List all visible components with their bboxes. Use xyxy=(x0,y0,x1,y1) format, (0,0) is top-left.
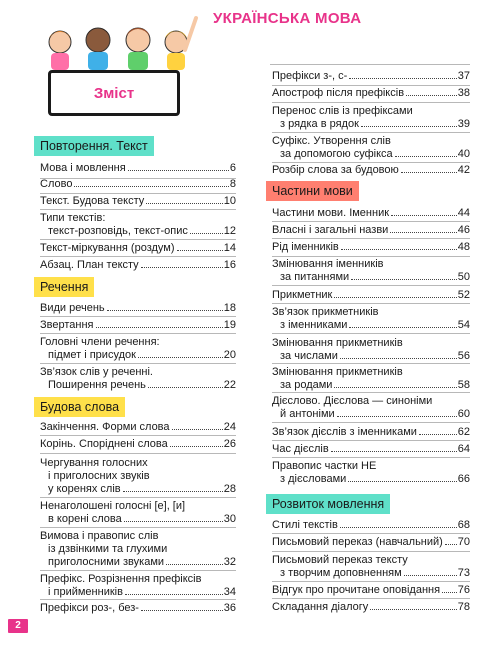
child-1 xyxy=(49,31,71,70)
toc-entry[interactable]: Стилі текстів 68 xyxy=(272,519,470,531)
toc-entry[interactable]: Складання діалогу 78 xyxy=(272,601,470,613)
toc-entry[interactable]: Розбір слова за будовою 42 xyxy=(272,164,470,176)
section-heading-word-structure: Будова слова xyxy=(34,397,125,417)
toc-entry[interactable]: Час дієслів 64 xyxy=(272,443,470,455)
toc-entry[interactable]: Змінювання прикметників за числами 56 xyxy=(272,337,470,362)
toc-entry[interactable]: Частини мови. Іменник 44 xyxy=(272,207,470,219)
child-2 xyxy=(86,28,110,70)
contents-title: Зміст xyxy=(93,84,135,102)
toc-entry[interactable]: Суфікс. Утворення слів за допомогою суфікса 40 xyxy=(272,135,470,160)
contents-banner xyxy=(48,70,180,116)
toc-entry[interactable]: Текст. Будова тексту 10 xyxy=(40,195,236,207)
toc-entry[interactable]: Звертання 19 xyxy=(40,319,236,331)
toc-entry[interactable]: Корінь. Споріднені слова 26 xyxy=(40,438,236,450)
page-number: 2 xyxy=(8,619,28,633)
toc-entry[interactable]: Текст-міркування (роздум) 14 xyxy=(40,242,236,254)
toc-entry[interactable]: Письмовий переказ (навчальний) 70 xyxy=(272,536,470,548)
toc-entry[interactable]: Головні члени речення: підмет і присудок 20 xyxy=(40,336,236,361)
toc-entry[interactable]: Зв’язок прикметників з іменниками 54 xyxy=(272,306,470,331)
toc-entry[interactable]: Чергування голосних і приголосних звуків у коренях слів 28 xyxy=(40,457,236,495)
toc-entry[interactable]: Змінювання іменників за питаннями 50 xyxy=(272,258,470,283)
toc-entry[interactable]: Види речень 18 xyxy=(40,302,236,314)
toc-entry[interactable]: Ненаголошені голосні [е], [и] в корені слова 30 xyxy=(40,500,236,525)
toc-entry[interactable]: Префікси з-, с- 37 xyxy=(272,70,470,82)
toc-entry[interactable]: Мова і мовлення 6 xyxy=(40,162,236,174)
toc-entry[interactable]: Зв’язок слів у реченні. Поширення речень 22 xyxy=(40,366,236,391)
toc-entry[interactable]: Змінювання прикметників за родами 58 xyxy=(272,366,470,391)
section-heading-sentence: Речення xyxy=(34,277,94,297)
toc-entry[interactable]: Слово 8 xyxy=(40,178,236,190)
toc-entry[interactable]: Абзац. План тексту 16 xyxy=(40,259,236,271)
toc-entry[interactable]: Відгук про прочитане оповідання 76 xyxy=(272,584,470,596)
toc-entry[interactable]: Типи текстів: текст-розповідь, текст-опис 12 xyxy=(40,212,236,237)
toc-entry[interactable]: Перенос слів із префіксами з рядка в рядок 39 xyxy=(272,105,470,130)
toc-entry[interactable]: Власні і загальні назви 46 xyxy=(272,224,470,236)
subject-title: УКРАЇНСЬКА МОВА xyxy=(213,10,362,27)
toc-entry[interactable]: Прикметник 52 xyxy=(272,289,470,301)
toc-entry[interactable]: Зв’язок дієслів з іменниками 62 xyxy=(272,426,470,438)
toc-entry[interactable]: Письмовий переказ тексту з творчим доповненням 73 xyxy=(272,554,470,579)
children-illustration xyxy=(40,10,200,70)
toc-entry[interactable]: Префікс. Розрізнення префіксів і прийменників 34 xyxy=(40,573,236,598)
divider xyxy=(270,64,470,65)
toc-entry[interactable]: Правопис частки НЕ з дієсловами 66 xyxy=(272,460,470,485)
section-heading-repetition: Повторення. Текст xyxy=(34,136,154,156)
toc-entry[interactable]: Рід іменників 48 xyxy=(272,241,470,253)
section-heading-parts-of-speech: Частини мови xyxy=(266,181,359,201)
toc-entry[interactable]: Апостроф після префіксів 38 xyxy=(272,87,470,99)
toc-entry[interactable]: Дієслово. Дієслова — синоніми й антоніми 60 xyxy=(272,395,470,420)
section-heading-speech-development: Розвиток мовлення xyxy=(266,494,390,514)
toc-entry[interactable]: Закінчення. Форми слова 24 xyxy=(40,421,236,433)
toc-entry[interactable]: Вимова і правопис слів із дзвінкими та глухими приголосними звуками 32 xyxy=(40,530,236,568)
toc-entry[interactable]: Префікси роз-, без- 36 xyxy=(40,602,236,614)
child-4 xyxy=(165,18,196,70)
child-3 xyxy=(126,28,150,70)
